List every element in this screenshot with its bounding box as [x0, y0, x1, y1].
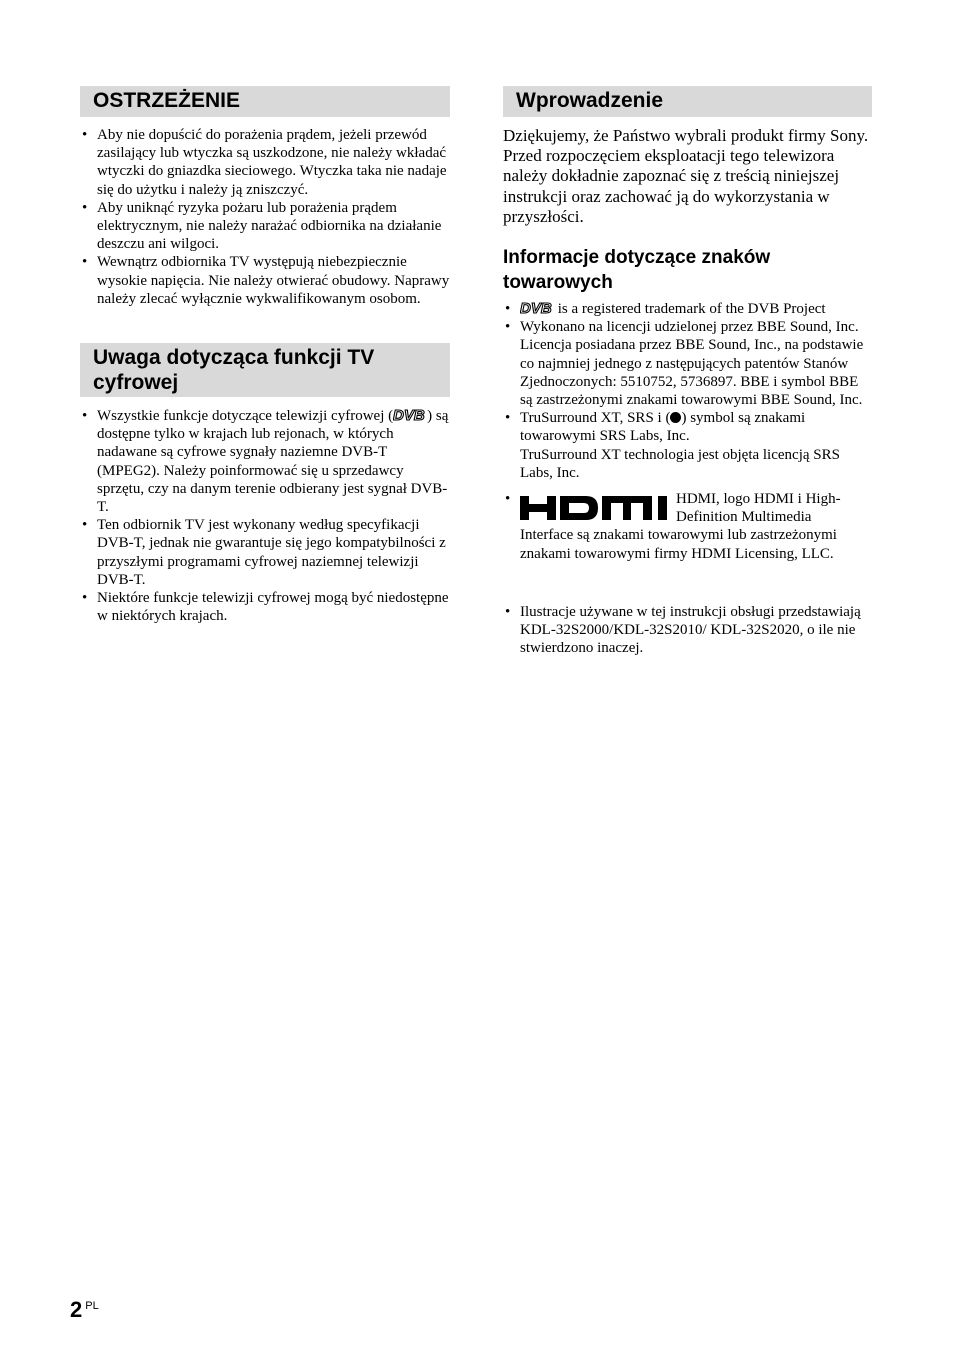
trademark-bbe: • Wykonano na licencji udzielonej przez BBE Sound, Inc. Licencja posiadana przez BBE Sound, Inc., na podstawie co najmniej jednego z następujących patentów Stanów Zjednoczonych: 5510752, 5736897. BBE i symbol BBE są zastrzeżonymi znakami towarowymi BBE Sound, Inc. — [503, 318, 872, 409]
page-language: PL — [85, 1300, 99, 1312]
digital-tv-item-2: • Ten odbiornik TV jest wykonany według specyfikacji DVB-T, jednak nie gwarantuje się jego kompatybilności z przyszłymi programami cyfrowej naziemnej telewizji DVB-T. — [80, 516, 450, 589]
intro-heading: Wprowadzenie — [503, 86, 872, 117]
hdmi-side-text: • HDMI, logo HDMI i High-Definition Multimedia — [676, 491, 841, 526]
illustration-note: • Ilustracje używane w tej instrukcji obsługi przedstawiają KDL-32S2000/KDL-32S2010/ KDL-32S2020, o ile nie stwierdzono inaczej. — [503, 603, 872, 658]
hdmi-rest-text: Interface są znakami towarowymi lub zastrzeżonymi znakami towarowymi firmy HDMI Licensing, LLC. — [520, 527, 837, 562]
warning-list — [80, 126, 450, 308]
page-number: 2 — [70, 1297, 83, 1322]
digital-item1-post: ) są dostępne tylko w krajach lub rejonach, w których nadawane są cyfrowe sygnały naziemne DVB-T (MPEG2). Należy poinformować się u sprzedawcy sprzętu, czy na danym terenie odbierany jest sygnał DVB-T. — [97, 408, 449, 516]
warning-heading: OSTRZEŻENIE — [80, 86, 450, 117]
trademark-hdmi — [503, 490, 872, 563]
trademark-srs — [503, 409, 872, 482]
digital-item1-pre: Wszystkie funkcje dotyczące telewizji cyfrowej ( — [97, 408, 394, 425]
srs-pre: TruSurround XT, SRS i ( — [520, 410, 671, 427]
intro-paragraph-2: Przed rozpoczęciem eksploatacji tego telewizora należy dokładnie zapoznać się z treścią niniejszej instrukcji oraz zachować ją do wykorzystania w przyszłości. — [503, 146, 840, 226]
hdmi-row — [520, 490, 872, 526]
trademarks-heading: Informacje dotyczące znaków towarowych — [503, 247, 771, 294]
digital-tv-heading: Uwaga dotycząca funkcji TV cyfrowej — [80, 343, 450, 397]
trademark-dvb-text: is a registered trademark of the DVB Project — [554, 301, 826, 318]
warning-item-3: • Wewnątrz odbiornika TV występują niebezpiecznie wysokie napięcia. Nie należy otwierać obudowy. Naprawy należy zlecać wyłącznie wykwalifikowanym osobom. — [80, 253, 450, 308]
intro-text — [503, 126, 872, 227]
srs-line-2: TruSurround XT technologia jest objęta licencją SRS Labs, Inc. — [520, 446, 840, 481]
digital-tv-item-3: • Niektóre funkcje telewizji cyfrowej mogą być niedostępne w niektórych krajach. — [80, 589, 450, 625]
right-column — [503, 86, 872, 657]
trademark-dvb — [503, 300, 872, 318]
intro-paragraph-1: Dziękujemy, że Państwo wybrali produkt firmy Sony. — [503, 126, 869, 145]
warning-item-1: • Aby nie dopuścić do porażenia prądem, jeżeli przewód zasilający lub wtyczka są uszkodzone, nie należy wkładać wtyczki do gniazdka sieciowego. Wtyczka taka nie nadaje się do użytku i należy ją zniszczyć. — [80, 126, 450, 199]
dvb-logo-icon — [393, 407, 427, 422]
warning-item-2: • Aby uniknąć ryzyka pożaru lub porażenia prądem elektrycznym, nie należy narażać odbiornika na działanie deszczu ani wilgoci. — [80, 199, 450, 254]
hdmi-logo-icon — [520, 493, 668, 523]
left-column — [80, 86, 450, 625]
digital-tv-list — [80, 407, 450, 625]
page-footer — [70, 1297, 99, 1323]
srs-post: ) symbol są znakami towarowymi SRS Labs, Inc. — [520, 410, 806, 445]
svg-text:DVB: • DVB — [520, 300, 552, 316]
note-list — [503, 603, 872, 658]
srs-dot-icon — [670, 412, 681, 423]
dvb-logo-icon — [520, 300, 554, 315]
svg-text:DVB: DVB — [393, 407, 425, 423]
trademarks-list — [503, 300, 872, 563]
digital-tv-item-1 — [80, 407, 450, 516]
